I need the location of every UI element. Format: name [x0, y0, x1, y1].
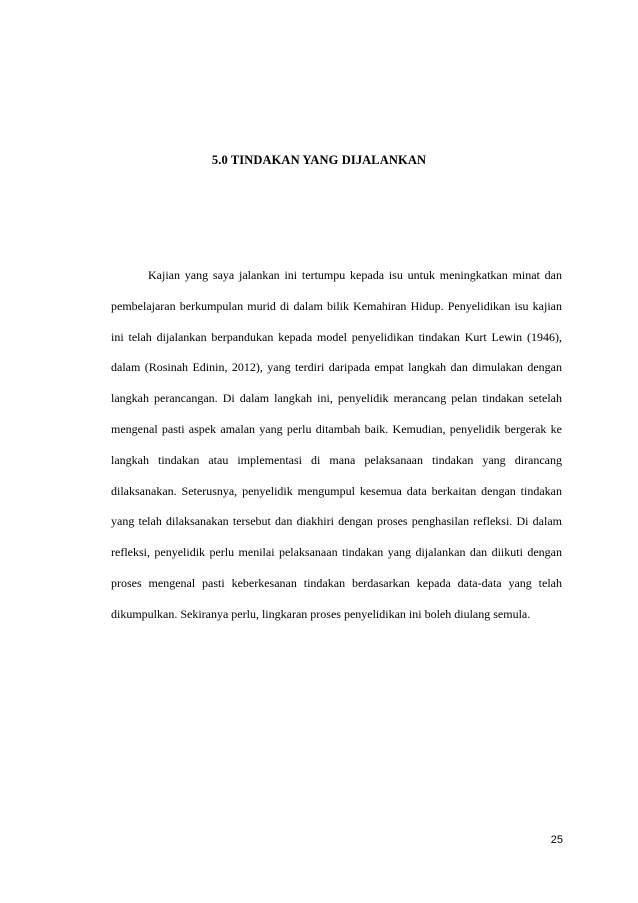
page-number: 25: [550, 834, 563, 846]
body-paragraph: Kajian yang saya jalankan ini tertumpu kepada isu untuk meningkatkan minat dan pembelajaran berkumpulan murid di dalam bilik Kemahiran Hidup. Penyelidikan isu kajian ini telah dijalankan berpandukan kepada model penyelidikan tindakan Kurt Lewin (1946), dalam (Rosinah Edinin, 2012), yang terdiri daripada empat langkah dan dimulakan dengan langkah perancangan. Di dalam langkah ini, penyelidik merancang pelan tindakan setelah mengenal pasti aspek amalan yang perlu ditambah baik. Kemudian, penyelidik bergerak ke langkah tindakan atau implementasi di mana pelaksanaan tindakan yang dirancang dilaksanakan. Seterusnya, penyelidik mengumpul kesemua data berkaitan dengan tindakan yang telah dilaksanakan tersebut dan diakhiri dengan proses penghasilan refleksi. Di dalam refleksi, penyelidik perlu menilai pelaksanaan tindakan yang dijalankan dan diikuti dengan proses mengenal pasti keberkesanan tindakan berdasarkan kepada data-data yang telah dikumpulkan. Sekiranya perlu, lingkaran proses penyelidikan ini boleh diulang semula.: [111, 268, 562, 621]
section-heading: 5.0 TINDAKAN YANG DIJALANKAN: [211, 153, 427, 167]
